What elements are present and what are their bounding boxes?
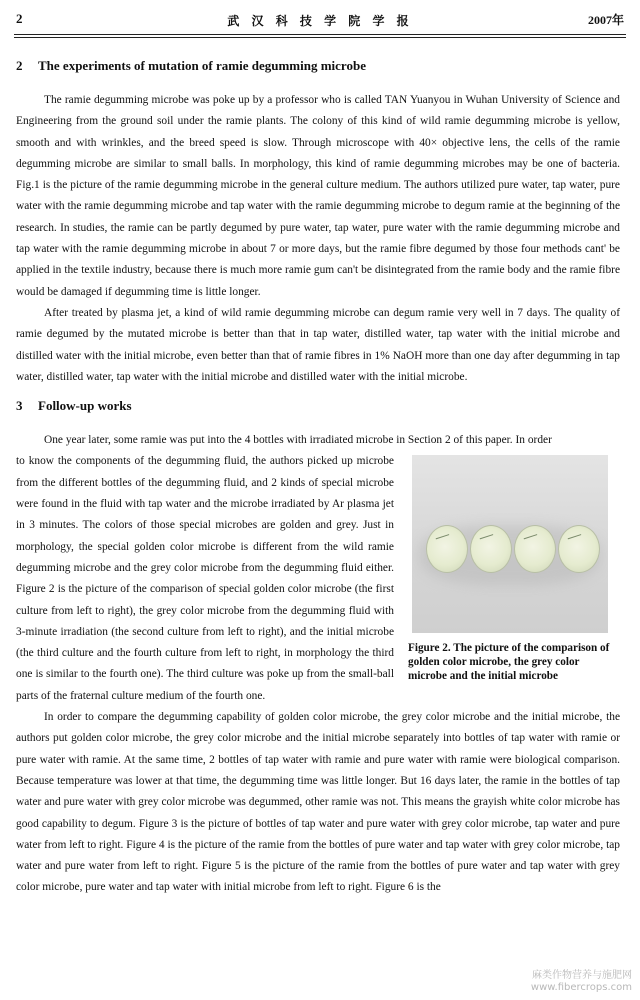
section-2-paragraph-2: After treated by plasma jet, a kind of wild ramie degumming microbe can degum ramie very well in 7 days. The quality of ramie degumed by the mutated microbe is better than that in tap water, distilled water, tap water with the initial microbe and distilled water with the initial microbe, even better than that of ramie fibres in 1% NaOH more than one day after degumming in tap water, distilled water, tap water with the initial microbe and distilled water with the initial microbe. — [16, 306, 620, 383]
section-3-paragraph-2: In order to compare the degumming capability of golden color microbe, the grey color microbe and the initial microbe, the authors put golden color microbe, the grey color microbe and the initial microbe separately into bottles of tap water with ramie or pure water with ramie. At the same time, 2 bottles of tap water with ramie and pure water with ramie were biological comparison. Because temperature was lower at that time, the degumming time was little longer. But 16 days later, the ramie in the bottles of tap water and pure water with grey color microbe was degummed, other ramie was not. This means the grayish white color microbe has good capability to degum. Figure 3 is the picture of bottles of tap water and pure water with grey color microbe, tap water and pure water from left to right. Figure 4 is the picture of the ramie from the bottles of pure water and tap water with grey color microbe, tap water and pure water from left to right. Figure 5 is the picture of the ramie from the bottles of pure water and tap water with grey color microbe, pure water and tap water with initial microbe from left to right. Figure 6 is the — [16, 711, 620, 894]
section-3-title: Follow-up works — [38, 398, 132, 414]
page-number: 2 — [16, 11, 23, 26]
figure-text-block — [16, 451, 620, 707]
section-2-heading — [16, 58, 620, 74]
journal-title: 武 汉 科 技 学 院 学 报 — [227, 14, 413, 28]
section-2-number: 2 — [16, 58, 23, 73]
section-3-paragraph-1-lead: One year later, some ramie was put into the 4 bottles with irradiated microbe in Section 2 of this paper. In order — [44, 434, 552, 447]
site-watermark — [531, 970, 632, 994]
figure-2 — [408, 455, 620, 683]
watermark-line-2: www.fibercrops.com — [530, 982, 632, 993]
watermark-line-1: 麻类作物营养与施肥网 — [532, 970, 632, 981]
article-body — [16, 58, 620, 899]
section-3-paragraph-1-rest: to know the components of the degumming fluid, the authors picked up microbe from the different bottles of the degumming fluid, and 2 kinds of special microbe were found in the fluid with tap water and the microbe irradiated by Ar plasma jet in 3 minutes. The colors of those special microbes are golden and grey. Just in morphology, the special golden color microbe is different from the wild ramie degumming microbe and the grey color microbe from the degumming fluid either. Figure 2 is the picture of the comparison of special golden color microbe (the first culture from left to right), the grey color microbe from the degumming fluid with 3-minute irradiation (the second culture from left to right), and the initial microbe (the third culture and the fourth culture from left to right, in morphology the third one is similar to the fourth one). The third culture was poke up from the small-ball parts of the fraternal culture medium of the fourth one. — [16, 455, 394, 702]
section-2-paragraph-1: The ramie degumming microbe was poke up by a professor who is called TAN Yuanyou in Wuhan University of Science and Engineering from the ground soil under the ramie plants. The colony of this kind of wild ramie degumming microbe is yellow, smooth and with wrinkles, and the breed speed is slow. Through microscope with 40× objective lens, the cells of the ramie degumming microbe are similar to small balls. In morphology, this kind of ramie degumming microbes may be one of bacteria. Fig.1 is the picture of the ramie degumming microbe in the general culture medium. The authors utilized pure water, tap water, pure water with the ramie degumming microbe and tap water with the ramie degumming microbe to degum ramie at the beginning of the research. In studies, the ramie can be partly degumed by pure water, tap water, pure water with the ramie degumming microbe and tap water with the ramie degumming microbe in about 7 or more days, but the ramie fibre degumed by those four methods cant' be applied in the textile industry, because there is much more ramie gum can't be disintegrated from the ramie body and the ramie fibre would be damaged if degumming time is little longer. — [16, 94, 620, 298]
page-header — [14, 8, 626, 35]
header-rule — [14, 37, 626, 38]
section-3-number: 3 — [16, 398, 23, 414]
publication-year: 2007年 — [587, 13, 624, 27]
figure-2-caption: Figure 2. The picture of the comparison of golden color microbe, the grey color microbe and the initial microbe — [408, 642, 610, 683]
section-2-title: The experiments of mutation of ramie degumming microbe — [38, 58, 366, 73]
petri-dishes-photo — [412, 455, 608, 633]
section-3-heading — [16, 398, 620, 414]
